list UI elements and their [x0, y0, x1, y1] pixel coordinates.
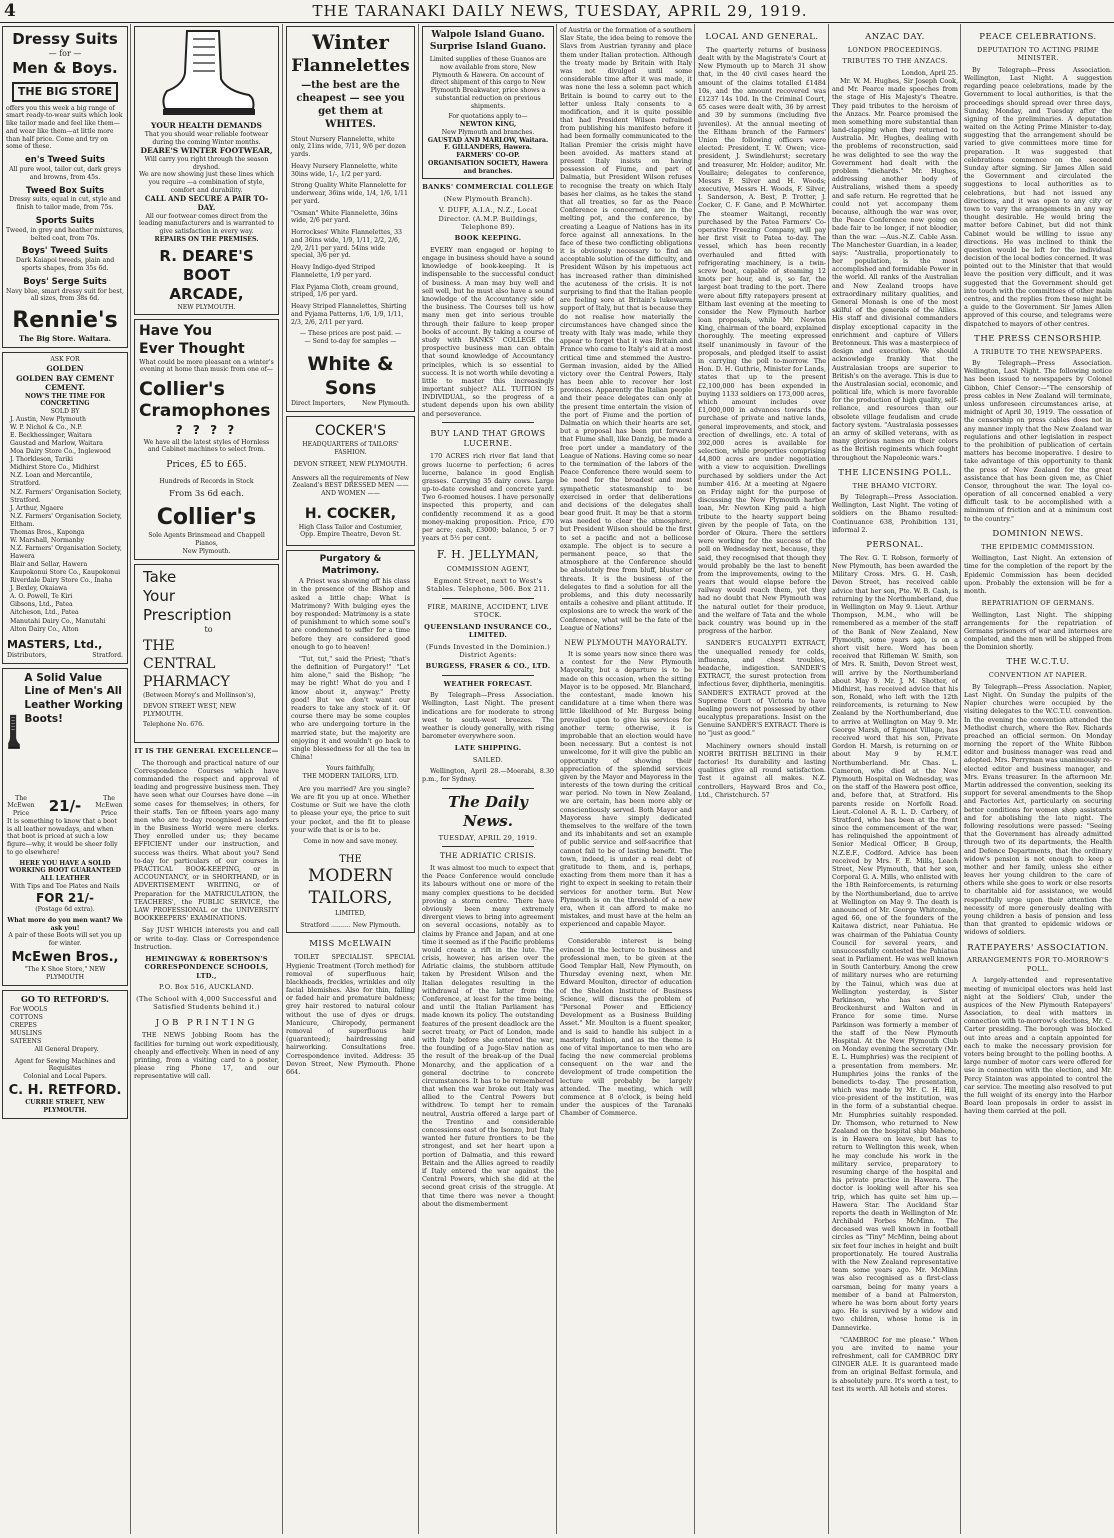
list-item: N.Z. Loan and Mercantile, Stratford.: [10, 472, 93, 488]
ad-headline: Have You: [139, 322, 213, 339]
ad-text: DEVON STREET WEST, NEW PLYMOUTH.: [143, 702, 236, 718]
brand-name: H. COCKER,: [304, 505, 397, 522]
ad-text: Come in now and save money.: [303, 837, 398, 845]
ad-text: "Tut, tut," said the Priest; "that's the definition of Purgatory!" "Let him alone," said the Bishop; "he may be right! What do you and I know about it, anyway." Pretty good! But we don't want our readers to take any stock of it. Of course there may be some couples who are undergoing torture in the married state, but the majority are enjoying it and wouldn't go back to single blessedness for all the tea in China!: [291, 654, 410, 762]
ad-heading: MISS McELWAIN: [309, 939, 392, 950]
list-item: Heavy Nursery Flannelette, white 30ins wide, 1/-, 1/2 per yard.: [291, 162, 398, 178]
list-item: Moa Dairy Store Co., Inglewood: [10, 448, 111, 456]
ad-text: 170 ACRES rich river flat land that grows lucerne to perfection; 6 acres lucerne, balance in good English grasses. Carrying 35 dairy cows. Large up-to-date cowshed and concrete yard. Two 6-roomed houses. I have personally inspected this property, and can confidently recommend it as a good money-making proposition. Price, £70 per acre; cash, £3000; balance, 5 or 7 years at 5½ per cent.: [422, 452, 554, 543]
article-subheading: CONVENTION AT NAPIER.: [988, 671, 1088, 680]
ad-text: THE MODERN TAILORS, LTD.: [302, 773, 399, 781]
divider: [442, 788, 534, 789]
column-rule: [694, 24, 695, 1534]
mcelwain-ad: [286, 939, 415, 1076]
ad-text: COMMISSION AGENT,: [446, 565, 530, 574]
ad-heading: GOLDEN BAY CEMENT: [16, 373, 114, 383]
ad-text: BURGESS, FRASER & CO., LTD.: [425, 662, 551, 671]
ad-text: CURRIE STREET, NEW PLYMOUTH.: [25, 1099, 105, 1115]
list-item: J. Austin, New Plymouth: [10, 415, 86, 423]
list-item: "Osman" White Flannelette, 36ins wide, 2/6 per yard.: [291, 209, 398, 225]
list-item: Strong Quality White Flannelette for underwear, 36ins wide, 1/4, 1/6, 1/11 per yard.: [291, 182, 408, 205]
list-item: Riverdale Dairy Store Co., Inaha: [10, 577, 113, 585]
ad-text: — Send to-day for samples —: [304, 338, 397, 346]
ad-text: (Postage 6d extra).: [35, 906, 95, 914]
article-subheading: ARRANGEMENTS FOR TO-MORROW'S POLL.: [967, 956, 1109, 973]
newspaper-nameplate: The Daily News.: [448, 792, 528, 830]
list-item: E. Beckhessinger, Waitara: [10, 432, 92, 440]
article-subheading: TRIBUTES TO THE ANZACS.: [842, 57, 948, 66]
ad-heading: Tweed Box Suits: [25, 185, 105, 196]
column-3: [286, 26, 415, 1534]
column-6: [698, 26, 826, 1534]
whites-flannelettes-ad: [286, 26, 415, 412]
price: 21/-: [48, 796, 82, 815]
ad-headline: Cramophones: [139, 401, 271, 422]
article-text: It is some years now since there was a contest for the New Plymouth Mayoralty, but a departure is to be made on this occasion, when the sitting Mayor is to be opposed. Mr. Blanchard, the contestant, made known his candidature at a time when there was little likelihood of Mr. Burgess being prevailed upon to give his services for another term; otherwise, it is improbable that an election would have been necessary. But a contest is not unwelcome, for it will give the public an opportunity of showing their appreciation of the splendid services given by the Mayor and Mayoress in the interests of the town during the critical war period. No town in New Zealand, we are certain, has been more ably or conscientiously served. Both Mayor and Mayoress have simply dedicated themselves to the welfare of the town and its inhabitants and set an example of public service and self-sacrifice that cannot fail to be of lasting benefit. The town, indeed, is under a real debt of gratitude to them, and is, perhaps, exacting from them more than it has a right to expect in seeking to retain their services for another term. But New Plymouth is on the threshold of a new era, when it can afford to make no mistakes, and must have at the helm an experienced and capable Mayor.: [560, 650, 692, 929]
ad-text: We have all the latest styles of Hornless and Cabinet machines to select from.: [143, 438, 270, 454]
list-item: For WOOLS: [10, 1006, 48, 1014]
ad-text: HEADQUARTERS of TAILORS' FASHION.: [302, 441, 399, 456]
ad-text: ? ? ? ?: [175, 423, 238, 438]
deares-boot-ad: [134, 26, 279, 315]
ad-headline: A Solid Value Line of Men's All Leather Working Boots!: [24, 671, 123, 725]
ad-text: Limited supplies of these Guanos are now available from store, New Plymouth & Hawera. On account of direct shipment of this cargo to New Plymouth Breakwater, price shows a substantial reduction on previous shipments.: [429, 56, 547, 110]
section-heading: THE LICENSING POLL.: [838, 467, 952, 478]
article-text: By Telegraph—Press Association. Wellington, Last Night. The following notice has been issued to newspapers by Colonel Gibbon, Chief Censor:—"The censorship of press cables in New Zealand will terminate, unless unforeseen circumstances arise, at midnight of April 30, 1919. The cessation of the censorship on press cables does not in any manner imply that the New Zealand war regulations and other legislation in respect to the prohibition of publication of certain matters has become inoperative. I desire to take advantage of this opportunity to thank the press of New Zealand for the great assistance that has been given me, as Chief Censor, throughout the war. The loyal co-operation of all concerned enabled a very difficult task to be accomplished with a minimum of friction and at a minimum cost to the country.": [964, 359, 1112, 523]
ad-heading: Boys' Serge Suits: [23, 276, 107, 287]
insurance-ad: [422, 603, 554, 671]
ad-text: Are you married? Are you single? We are fit you up at once. Whether Costume or Suit we have the cloth to please your eye, the price to suit your pocket, and the fit to please your wife that is or is to be.: [291, 784, 410, 834]
section-heading: PEACE CELEBRATIONS.: [979, 32, 1097, 42]
rennies-ad: [2, 26, 128, 348]
page-number: 4: [4, 1, 16, 21]
column-7: [832, 26, 958, 1534]
ad-text: ASK FOR: [50, 356, 80, 364]
agents-list: [7, 416, 123, 634]
ad-text: New Plymouth.: [362, 400, 410, 408]
ad-text: Sole Agents Brinsmead and Chappell Pianos,: [148, 532, 265, 548]
ad-headline: GO TO RETFORD'S.: [21, 993, 109, 1004]
ad-text: New Plymouth.: [182, 547, 231, 555]
article-text: Wellington, April 28.—Moerabi, 8.30 p.m., for Sydney.: [422, 767, 554, 784]
ad-heading: Sports Suits: [35, 215, 95, 226]
ad-text: THE NEWS Jobbing Room has the facilities for turning out work expeditiously, cheaply and effectively. When in need of any printing, from a visiting card to a poster, please ring Phone 17, and our representative will call.: [134, 1031, 279, 1081]
list-item: Blair and Sellar, Hawera: [10, 561, 88, 569]
colliers-gramophones-ad: [134, 319, 279, 560]
article-subheading: DEPUTATION TO ACTING PRIME MINISTER.: [977, 45, 1099, 63]
ad-text: Navy blue, smart dressy suit for best, all sizes, from 38s 6d.: [6, 287, 124, 303]
ad-headline: Walpole Island Guano.: [431, 30, 545, 40]
ad-headline: Winter: [312, 30, 389, 54]
ad-headline: Your: [143, 586, 176, 605]
ad-text: It is something to know that a boot is all leather nowadays, and when that boot is priced at such a low figure—why, it would be sheer folly to go elsewhere!: [7, 817, 118, 856]
article-headline: THE ADRIATIC CRISIS.: [439, 851, 537, 861]
list-item: SATEENS: [10, 1038, 42, 1046]
ad-text: EVERY man engaged or hoping to engage in business should have a sound knowledge of book-keeping. It is indispensable to the successful conduct of business. A man may buy well and sell well, but he must also have a sound knowledge of the Accountancy side of the business. The Courses tell us how many men get into serious trouble through their failure to keep proper books of account. By taking a course of study with BANKS' COLLEGE the prospective business man can obtain that sound knowledge of Accountancy principles, which is so essential to success. It is not worth while devoting a little to master this increasingly important subject? ALL TUITION IS INDIVIDUAL, so the progress of a student depends upon his own ability and perseverance.: [422, 245, 554, 418]
price: Prices, £5 to £65.: [166, 460, 247, 471]
column-2: [134, 26, 279, 1534]
cockers-ad: [286, 416, 415, 546]
ad-headline: Take: [143, 567, 177, 586]
ad-text: Direct Importers,: [291, 400, 346, 408]
list-item: Midhirst Store Co., Midhirst: [10, 464, 99, 472]
divider: [442, 598, 534, 599]
divider: [442, 422, 534, 423]
article-headline: NEW PLYMOUTH MAYORALTY.: [564, 637, 688, 647]
ad-heading: CALL AND SECURE A PAIR TO-DAY.: [144, 193, 269, 212]
list-item: Horrockses' White Flannelettes, 33 and 36ins wide, 1/9, 1/11, 2/2, 2/6, 2/9, 2/11 per yard. 54ins wide special, 3/6 per yd.: [291, 229, 402, 260]
ad-text: Opp. Empire Theatre, Devon St.: [300, 531, 401, 539]
list-item: Alton Dairy Co., Alton: [10, 625, 79, 633]
ad-text: The Big Store. Waitara.: [19, 334, 111, 344]
masthead: [0, 0, 1114, 23]
price: FOR 21/-: [36, 890, 94, 905]
dateline: London, April 25.: [901, 68, 958, 77]
article-text: By Telegraph—Press Association. Wellington, Last Night. A suggestion regarding peace celebrations, made by the Government to local authorities, is that the proceedings should spread over three days, Sunday, Monday, and Tuesday after the signing of the preliminaries. A deputation waited on the Acting Prime Minister to-day, suggesting that the arrangement should be varied to give committees more time for preparation. It was suggested that celebrations commence on the second Sunday after signing. Sir James Allen said the Government and circulated the suggestions to local authorities as to celebrations, but had not issued any directions, and it was open to any city or town to vary the arrangements in any way thought desirable. He would bring the matter before Cabinet, but did not think Cabinet would be willing to issue any directions. He was inclined to think the question would be left for the individual decision of the local bodies concerned. It was pointed out to the Minister that that would leave the position very difficult, and it was suggested that the Government should get into touch with the committees of other main centres, and the replies from these might be a guide to the Government. Sir James Allen approved of this course, and telegrams were dispatched to mayors of other centres.: [964, 65, 1112, 328]
article-text: It was almost too much to expect that the Peace Conference would conclude its labours without one or more of the many complex questions to be decided proving a storm centre. There have obviously been many extremely divergent views to bring into agreement on several occasions, notably as to claims by France and Japan, and at one time it seemed as if the Pacific problems would create a rift in the lute. The crisis, however, has arisen over the Adriatic claims, the stubborn attitude taken by President Wilson and the Italian delegates resulting in the withdrawal of the latter from the Conference, at least for the time being, and until the Italian Parliament has made known its policy. The outstanding features of the present deadlock are the secret treaty, or Pact of London, made with Italy before she entered the war, the founding of a Jugo-Slav nation as the result of the break-up of the Dual Monarchy, and the application of a general doctrine to concrete circumstances. It has to be remembered that when the war broke out Italy was allied to the Central Powers but withdrew. To tempt her to remain neutral, Austria offered a large part of the Trentino and considerable concessions east of the Isonzo, but Italy wanted her future frontiers to be the strongest, and set her heart upon a portion of Dalmatia, and this reward Britain and the Allies agreed to readily if Italy entered the war against the Central Powers, which she did at the second great crisis of the struggle. At that time there was never a thought about the dismemberment: [422, 864, 554, 1208]
article-text: The quarterly returns of business dealt with by the Magistrate's Court at New Plymouth up to March 31 show that, in the 40 civil cases heard the amount of the claims totalled £1484 10s, and the amount recovered was £1237 14s 10d. In the Criminal Court, 65 cases were dealt with, 36 by arrest and 39 by summons (including five juveniles). At the annual meeting of the Eltham branch of the Farmers' Union the following officers were elected: President, T. W. Owen; vice-president, J. Swindlehurst; secretary and treasurer, Mr. Holder; auditor, Mr. Voullaire; delegates to conference, Messrs F. Silver and H. Woods; executive, Messrs H. Woods, F. Silver, J. Sanderson, A. Best, P. Trotter, J. Cocker, C. F. Gane, and P. McWhirter. The steamer Waitangi, recently purchased by the Patea Farmers' Co-operative Freezing Company, will pay her first visit to Patea to-day. The vessel, which has been recently overhauled and fitted with refrigerating machinery, is a twin-screw boat, capable of steaming 12 knots per hour, and is, so far, the largest boat trading to the port. There were about fifty ratepayers present at Eltham last evening at the meeting to consider the New Plymouth harbor loan proposals, while Mr. Newton King, chairman of the board, explained thoroughly. The meeting expressed itself unanimously in favour of the proposals, and pledged itself to assist in carrying the poll to-morrow. The Hon. D. H. Guthrie, Minister for Lands, states that up to the present £2,100,000 has been expended in buying 1133 soldiers on 173,000 acres, which amount includes over £1,000,000 in advances towards the purchase of private and native lands, general improvements, and stock, and erection of dwellings, etc. A total of 392,000 acres is available for selection, while properties comprising 44,800 acres are under negotiation with a view to acquisition. Dwellings purchased by soldiers under the Act number 416. At a meeting at Ngaere on Friday night for the purpose of discussing the New Plymouth harbor loan, Mr. Newton King paid a high tribute to the hearty support being given by the people of Tata, on the border of Okura. There the settlers were working for the success of the poll on Wednesday next, because, they said, they recognised that though they would probably be the last to benefit from the improvements, owing to the years that would elapse before the railway would reach them, yet they had no doubt that New Plymouth was the natural outlet for their produce, and the welfare of Tata and the whole back country was bound up in the progress of the harbor.: [698, 45, 826, 636]
modern-tailors-ad: [286, 550, 415, 933]
ad-text: TOILET SPECIALIST. SPECIAL Hygienic Treatment (Torch method) for removal of superfluous hair, blackheads, freckles, wrinkles and oily facial blemishes. Also for thin, falling or faded hair and premature baldness; grey hair restored to natural colour without the use of dyes or drugs. Manicure, Chiropody, permanent removal of superfluous hair (guaranteed); hairdressing and hairworking. Consultations free. Correspondence invited. Address: 35 Devon Street, New Plymouth. Phone 664.: [286, 953, 415, 1076]
boot-illustration: [7, 672, 20, 792]
column-rule: [828, 24, 829, 1534]
advertisement-text: "CAMBROC for me please." When you are invited to name your refreshment, call for CAMBROC DRY GINGER ALE. It is guaranteed made from an original Belfast formula, and is absolutely pure. It's worth a test, to test its worth. All hotels and stores.: [832, 1335, 958, 1393]
advertisement-text: Machinery owners should install NORTH BRITISH BELTING in their factories! Its durability and lasting qualities give all round satisfaction. Test it against all makes. N.Z. controllers, Hayward Bros and Co., Ltd., Christchurch. 57: [698, 741, 826, 799]
ad-heading: en's Tweed Suits: [25, 155, 105, 166]
list-item: Aitcheson, Ltd., Patea: [10, 609, 79, 617]
guano-ad: [422, 26, 554, 179]
ad-text: FIRE, MARINE, ACCIDENT, LIVE STOCK.: [427, 602, 549, 620]
brand-name: R. DEARE'S: [159, 246, 254, 265]
ad-heading: HEMINGWAY & ROBERTSON'S CORRESPONDENCE SCHOOLS, LTD.,: [144, 954, 269, 980]
banks-college-ad: [422, 183, 554, 418]
list-item: Gibsons, Ltd., Patea: [10, 601, 73, 609]
ad-heading: —the best are the: [301, 80, 400, 92]
ad-text: Telephone No. 676.: [143, 721, 204, 729]
ad-heading: BOOK KEEPING.: [454, 234, 522, 243]
list-item: Heavy Indigo-dyed Striped Flannelette, 1/9 per yard.: [291, 264, 376, 279]
column-1: [2, 26, 128, 1534]
ad-text: HERE YOU HAVE A SOLID WORKING BOOT GUARANTEED ALL LEATHER: [8, 859, 122, 883]
list-item: MUSLINS: [10, 1030, 42, 1038]
brand-name: BOOT: [182, 265, 231, 284]
ad-text: P.O. Box 516, AUCKLAND.: [158, 983, 255, 992]
list-item: Heavy Striped Flannelettes, Shirting and Pyjama Patterns, 1/6, 1/9, 1/11, 2/3, 2/6, 2/11 per yard.: [291, 303, 407, 326]
ad-heading: IT IS THE GENERAL EXCELLENCE—: [134, 747, 279, 756]
ad-text: — for —: [48, 49, 82, 59]
ad-text: offers you this week a big range of smart ready-to-wear suits which look like tailor made and feel like them—and wear like them—at little more than half price. Come and try on some of these.: [6, 104, 123, 151]
ad-text: SOLD BY: [50, 408, 80, 416]
article-subheading: A TRIBUTE TO THE NEWSPAPERS.: [973, 347, 1103, 356]
brand-name: White & Sons: [307, 352, 394, 400]
ad-text: DEVON STREET, NEW PLYMOUTH.: [293, 460, 408, 468]
article-subheading: THE BHAMO VICTORY.: [852, 481, 938, 490]
ad-heading: BANKS' COMMERCIAL COLLEGE: [422, 183, 554, 192]
brand-name: McEwen Bros.,: [11, 949, 119, 965]
article-subheading: REPATRIATION OF GERMANS.: [981, 599, 1095, 608]
boot-illustration: [157, 29, 257, 119]
ad-text: Stratford.: [92, 651, 123, 659]
ad-heading: BUY LAND THAT GROWS LUCERNE.: [430, 428, 546, 449]
ad-text: F. GILLANDERS, Hawera.: [444, 144, 532, 152]
brand-name: CENTRAL: [143, 656, 216, 673]
ad-headline: Flannelettes: [291, 55, 410, 76]
list-item: N.Z. Farmers' Organisation Society, Hawera: [10, 544, 122, 561]
correspondence-schools-ad: [134, 747, 279, 1011]
ad-text: LIMITED,: [335, 909, 366, 917]
ad-text: NOW'S THE TIME FOR CONCRETING: [25, 392, 105, 408]
brand-name: COCKER'S: [314, 423, 387, 440]
list-item: COTTONS: [10, 1014, 43, 1022]
ad-headline: Surprise Island Guano.: [429, 41, 547, 52]
article-subheading: THE EPIDEMIC COMMISSION.: [981, 542, 1095, 551]
drapery-list: [7, 1006, 123, 1054]
ad-heading: cheapest — see you: [296, 93, 405, 105]
store-logo: THE BIG STORE: [12, 82, 118, 102]
list-item: Flax Pyjama Cloth, cream ground, striped, 1/6 per yard.: [291, 283, 399, 299]
list-item: Stout Nursery Flannelette, white only, 21ins wide, 7/11, 9/6 per dozen yards.: [291, 135, 406, 159]
ad-text: The thorough and practical nature of our Correspondence Courses which have commanded the respect and approval of leading and progressive business men. They have seen what our Courses have done —in some cases for themselves; in others, for their staffs. Ten or fifteen years ago many men who are to-day recognised as leaders in the Business World were mere clerks. They enrolled under us; they became EFFICIENT under our instruction, and success was theirs. What about you? Send to-day for particulars of our courses in PRACTICAL BOOK-KEEPING, or in ACCOUNTANCY, or in SHORTHAND, or in ADVERTISEMENT WRITING, or of Preparation for the MATRICULATION, the TEACHERS', the PUBLIC SERVICE, the LAW PROFESSIONAL or the UNIVERSITY BOOKKEEPERS' EXAMINATIONS.: [134, 758, 279, 923]
ad-heading: DEARE'S WINTER FOOTWEAR,: [140, 146, 273, 156]
ad-text: With Tips and Toe Plates and Nails: [10, 882, 120, 890]
ad-text: Will carry you right through the season dryshod.: [144, 155, 269, 171]
ad-text: All our footwear comes direct from the leading manufacturers and is warranted to give satisfaction in every way.: [139, 212, 274, 236]
brand-name: THE: [339, 853, 362, 865]
divider: [580, 932, 672, 933]
brand-name: C. H. RETFORD.: [8, 1082, 122, 1098]
list-item: All General Drapery.: [34, 1046, 99, 1054]
ad-text: Egmont Street, next to West's Stables. Telephone, 506. Box 211.: [426, 576, 550, 594]
ad-text: NEWTON KING,: [459, 121, 517, 129]
ad-text: Stratford .......... New Plymouth.: [300, 921, 401, 929]
ad-headline: Ever Thought: [139, 340, 245, 357]
ad-text: to: [204, 625, 213, 635]
ad-headline: Men & Boys.: [12, 59, 118, 78]
column-8: [964, 26, 1112, 1534]
brand-name: Collier's: [139, 378, 225, 401]
section-heading: LATE SHIPPING.: [454, 744, 522, 753]
ad-text: Dressy suits, equal in cut, style and finish to tailor made, from 75s.: [9, 196, 121, 212]
column-rule: [418, 24, 419, 1534]
section-heading: SAILED.: [472, 755, 504, 764]
brand-name: MODERN: [307, 866, 394, 887]
list-item: Gaustad and Marlow, Waitara: [10, 440, 103, 448]
ad-text: We are now showing just these lines which you require —a combination of style, comfort and durability.: [139, 171, 274, 194]
flannelette-list: [291, 136, 410, 327]
article-text: Wellington, Last Night. An extension of time for the completion of the report by the Epidemic Commission has been decided upon. Probably the extension will be for a month.: [964, 554, 1112, 595]
mcewen-boots-ad: [2, 668, 128, 986]
land-ad: [422, 429, 554, 594]
ad-text: Hundreds of Records in Stock: [159, 477, 254, 485]
column-5: [560, 26, 692, 1534]
list-item: A. O. Powell, Te Kiri: [10, 593, 73, 601]
ad-text: REPAIRS ON THE PREMISES.: [154, 235, 259, 243]
column-rule: [130, 24, 131, 1534]
list-item: W. P. Nichol & Co., N.P.: [10, 424, 83, 432]
divider: [442, 846, 534, 847]
ad-text: A pair of these Boots will set you up for winter.: [8, 932, 122, 948]
brand-name: Rennie's: [12, 308, 118, 334]
ad-heading: GOLDEN: [46, 363, 84, 373]
ad-text: Answers all the requirements of New Zealand's BEST DRESSED MEN —— AND WOMEN ——: [291, 474, 410, 497]
ad-text: Tweed, in grey and heather mixtures, belted coat, from 70s.: [6, 226, 124, 242]
section-heading: THE PRESS CENSORSHIP.: [974, 333, 1102, 344]
edition-date: TUESDAY, APRIL 29, 1919.: [438, 834, 538, 843]
retfords-ad: [2, 990, 128, 1119]
list-item: N.Z. Farmers' Organisation Society, Stratford.: [10, 488, 122, 504]
section-heading: LOCAL AND GENERAL.: [705, 32, 819, 42]
ad-text: "The K Shoe Store," NEW PLYMOUTH: [24, 966, 106, 982]
central-pharmacy-ad: [134, 564, 279, 744]
ad-headline: Purgatory & Matrimony.: [319, 554, 382, 576]
ad-text: That you should wear reliable footwear during the coming Winter months.: [144, 130, 269, 146]
divider: [442, 675, 534, 676]
ad-text: What more do you men want? We ask you!: [7, 916, 123, 932]
list-item: Thomas Bros., Kaponga: [10, 528, 85, 536]
ad-text: What could be more pleasant on a winter's evening at home than music from one of—: [139, 358, 274, 374]
ad-headline: Dressy Suits: [12, 30, 118, 48]
brand-name: ARCADE,: [169, 284, 244, 303]
list-item: J. Arthur, Ngaere: [10, 504, 64, 512]
list-item: Kaupokonui Store Co., Kaupokonui: [10, 569, 121, 577]
ad-text: The McEwen Price: [95, 794, 123, 818]
ad-text: FARMERS' CO-OP. ORGANISATION SOCIETY, Hawera and branches.: [427, 152, 549, 175]
article-subheading: LONDON PROCEEDINGS.: [847, 45, 943, 54]
article-text: By Telegraph—Press Association. Wellington, Last Night. The voting of soldiers on the Bhamo resulted: Continuance 638, Prohibition 131, informal 2.: [832, 493, 958, 534]
article-text: A largely-attended and representative meeting of municipal electors was held last night at the Soldiers' Club, under the auspices of the New Plymouth Ratepayers' Association, to deal with matters in connection with to-morrow's elections, Mr. C. Carter presiding. The borough was blocked out into areas and a captain appointed for each to make the necessary provision for voters being brought to the polling booths. A large number of motor cars were offered for use in connection with the election, and Mr. Percy Stainton was appointed to control the car service. The meeting also resolved to put the full weight of its energy into the Harbor Board loan proposals in order to assist in having them carried at the poll.: [964, 976, 1112, 1116]
list-item: N.Z. Farmers' Organisation Society, Eltham.: [10, 512, 122, 528]
ad-text: All pure wool, tailor cut, dark greys and browns, from 45s.: [9, 166, 121, 181]
section-heading: DOMINION NEWS.: [992, 528, 1084, 539]
article-text: By Telegraph—Press Association. Napier, Last Night. On Sunday the pulpits of the Napier churches were occupied by the visiting delegates to the W.C.T.U. convention. In the evening the convention attended the Methodist church, where the Rev. Richards preached an official sermon. On Monday morning the report of the White Ribbon editor and business manager was read and adopted. Mrs. Perryman was unanimously re-elected editor and business manager, and Mrs. Evans treasurer. In the afternoon Mr. Martin addressed the convention, seeking its support for several amendments to the Shop and Factories Act, particularly on securing better conditions for women shop assistants and for abolishing the late night. The following resolutions were passed: "Seeing that the Government has already admitted through two of its departments, the Health and Defence Departments, that the ordinary widow's pension is not enough to keep a mother and her family, unless she either leaves her young children to the care of others while she goes to work or else resorts to charitable aid for assistance, we would respectfully urge upon their attention the necessity of more generously dealing with young children a basis of pension and less than that granted to epidemic widows or widows of soldiers.: [964, 682, 1112, 937]
brand-name: Collier's: [156, 505, 257, 531]
column-rule: [282, 24, 283, 1534]
brand-name: PHARMACY: [143, 674, 230, 691]
ad-text: GAUSTAD AND MARLOW, Waitara.: [427, 136, 549, 144]
article-text: The Rev. G. T. Robson, formerly of New Plymouth, has been awarded the Military Cross. Mrs. G. H. Cash, Devon Street, has received cable advice that her son, Pte. W. B. Cash, is returning by the Northumberland, due in Wellington on May 9. Lieut. Arthur Thompson, M.M., who will be remembered as a member of the staff of the Bank of New Zealand, New Plymouth, some years ago, is on a short visit here. Word has been received that Rifleman W. Smith, son of Mrs. R. Smith, Devon Street west, will arrive by the Northumberland about May 9. Mr. J. M. Shotter, of Midhirst, has received advice that his son, Ronald, who left with the 12th reinforcements, is returning to New Zealand by the Northumberland, due to arrive at Wellington on May 9. Mr. George Marsh, of Egmont Village, has received word that his son, Private Gordon H. Marsh, is returning on or about May 9 by H.M.T. Northumberland. Mr. Chas. L. Cameron, who died at the New Plymouth Hospital on Wednesday, was on the staff of the Hawera post office, and, before that, at Stratford. His parents reside on Norfolk Road. Lieut.-Colonel A. R. L. D. Carbery, of Stratford, who has been at the front since the commencement of the war, has relinquished the appointment of Senior Medical Officer, B Group, N.Z.E.F., Codford. Advice has been received by Mrs. F. E. Mills, Leach Street, New Plymouth, that her son, Corporal G. A. Mills, who enlisted with the 18th Reinforcements, is returning by the Northumberland, due to arrive at Wellington on May 9. The death is announced of Mr. George Whitcombe, aged 66, one of the founders of the Kaitawa district, near Pahiatua. He was chairman of the Pahiatua County Council for several years, and unsuccessfully contested the Pahiatua seat in Parliament. He was well known in South Canterbury. Among the crew of military nurses who are returning by the Tainui, which was due at Wellington yesterday, is Sister Parkinson, who has served at Brockenhurst and Walton and in France for some time. Nurse Parkinson was formerly a member of the staff of the New Plymouth Hospital. At the New Plymouth Club on Monday evening the secretary (Mr. E. L. Humphries) was the recipient of a presentation from members. Mr. Humphries joins the ranks of the benedicts to-day. The presentation, which was made by Mr. C. H. Hill, vice-president of the institution, was in the form of a substantial cheque. Mr. Humphries suitably responded. Dr. Thomson, who returned to New Zealand on the hospital ship Maheno, is in Hawera on leave, but has to return to Wellington this week, when he may conclude his work in the military service, preparatory to resuming charge of the hospital and his private practice in Hawera. The doctor is looking well after his sea trip, which has quite set him up.—Hawera Star. The Auckland Star reports the death in Wellington of Mr. Archibald Forbes McMinn. The deceased was well known in football circles as "Tiny" McMinn, being about six feet four inches in height and built proportionately. He toured Australia with the New Zealand representative team some years ago. Mr. McMinn was also recognised as a first-class oarsman, being for many years a member of a band at Palmerston, where he was born about forty years ago. He is survived by a widow and two children, whose home is in Dannevirke.: [832, 553, 958, 1332]
ad-text: Agent for Sewing Machines and Requisites: [14, 1057, 116, 1073]
section-heading: THE W.C.T.U.: [1006, 657, 1070, 668]
ad-text: The McEwen Price: [7, 794, 35, 818]
column-rule: [960, 24, 961, 1534]
ad-heading: Boys' Tweed Suits: [22, 246, 108, 257]
ad-text: Yours faithfully,: [326, 765, 375, 773]
ad-text: For quotations apply to—: [448, 113, 528, 121]
ad-text: (The School with 4,000 Successful and Satisfied Students behind it.): [136, 994, 277, 1012]
article-text: of Austria or the formation of a southern Slav State, the idea being to remove the Slavs from Austrian tyranny and place them under Italian protection. Although the treaty made by Britain with Italy was not divulged until some considerable time after it was made, it was none the less a solemn pact which Britain is bound to carry out to the letter unless Italy consents to a modification, and it is quite possible that had President Wilson refrained from publishing his manifesto before it had been formally communicated to the Italian Premier the crisis might have been avoided. As matters stand at present Italy insists on having possession of Fiume, and part of Dalmatia, but President Wilson refuses to recognise the treaty on which Italy bases her claims, as he takes the stand that all treaties, so far as the Peace Conference is concerned, are in the melting pot, and the conference, by creating a League of Nations has in its force against all annexations. In the face of these two conflicting obligations it is obviously necessary to find an acceptable solution of the difficulty, and President Wilson by his impetuous act has increased rather than diminished the acuteness of the crisis. It is not surprising to find that the Italian people are feeling sore at Britain's lukewarm support of Italy, but that is because they do not realise how materially the circumstances have changed since the treaty with Italy was made, while they appear to forget that it was Britain and France who came to Italy's aid at a most critical time and stemmed the Austro-German invasion, aided by the Allied victory over the Central Powers, Italy has been able to recover her lost provinces. Apparently the Italian people and their peace delegates can only at the present time entertain the vision of the port of Fiume and the portion of Dalmatia on which their hearts are set, but a proposal has been put forward that Fiume shall, like Danzig, be made a free port under a mandatory of the League of Nations. Having come so near to the termination of the labors of the Peace Conference there would seem to be need for the broadest and most sympathetic statesmanship to be exercised in order that deliberations and decisions of the delegates shall bear good fruit. It may be that a storm was needed to clear the atmosphere, but President Wilson should be the first to set a pacific and not a bellicose example. The object is to secure a permanent peace, so that the atmosphere at the Conference should be absolutely free from bluff, bluster or threats. It is the business of the delegates to find a solution for all the problems, and this duty necessarily entails a cohesive and pliant attitude. If explosions are to wreck the work of the Conference, what will be the fate of the League of Nations?: [560, 26, 692, 632]
brand-name: TAILORS,: [308, 888, 393, 909]
ad-text: Say JUST WHICH interests you and call or write to-day. Class or Correspondence Instruction.: [134, 926, 279, 951]
ad-text: New Plymouth and branches.: [441, 128, 535, 136]
list-item: Manutahi Dairy Co., Manutahi: [10, 617, 106, 625]
ad-text: NEW PLYMOUTH.: [177, 304, 236, 312]
ad-text: Distributors,: [7, 651, 47, 659]
advertisement-text: SANDER'S EUCALYPTI EXTRACT, the unequalled remedy for colds, influenza, and chest troubles, headache, indigestion. SANDER'S EXTRACT, the surest protection from infectious fever, diphtheria, meningitis. SANDER'S EXTRACT proved at the Supreme Court of Victoria to have healing powers not possessed by other eucalyptus preparations. Insist on the Genuine SANDER'S EXTRACT. There is no "just as good.": [698, 639, 826, 738]
ad-text: Dark Kaiapoi tweeds, plain and sports shapes, from 35s 6d.: [15, 257, 115, 272]
list-item: J. Thorkleson, Tariki: [10, 456, 73, 464]
article-text: Considerable interest is being evinced in the lecture to business and professional men, to be given at the Good Templar Hall, New Plymouth, on Thursday evening next, when Mr. Edward Moulton, director of education of the Sheldon Institute of Business Science, will discuss the problem of "Personal Power and Efficiency Development as a Business Building Asset." Mr. Moulton is a fluent speaker, and is said to handle his subject in a masterly fashion, and as the theme is one of vital importance to men who are facing the new commercial problems consequent on the war and the development of trade competition the lecture will probably be largely attended. The meeting, which will commence at 8 o'clock, is being held under the auspices of the Taranaki Chamber of Commerce.: [560, 937, 692, 1118]
column-4: [422, 26, 554, 1534]
brand-name: THE: [143, 638, 175, 655]
ad-text: — These prices are post paid. —: [299, 330, 402, 338]
ad-text: V. DUFF, A.I.A., N.Z., Local Director. (A.M.P. Buildings, Telephone 89).: [438, 206, 538, 232]
article-text: Mr. W. M. Hughes, Sir Joseph Cook, and Mr. Pearce made speeches from the stage of His Majesty's Theatre. They paid tributes to the heroism of the Anzacs. Mr. Pearce promised the men something more substantial than land-clapping when they returned to Australia. Mr. Hughes, dealing with the problems of reconstruction, said he was delighted to see the way the Government had dealt with the problem "diehards." Mr. Hughes, addressing another body of Australians, wished them a speedy and safe return. He regretted that he could not yet accompany them because, although the war was over, the Peace Conference now going on bade fair to be longer, if not bloodier, than the war. —Aus.-N.Z. Cable Assn. The Manchester Guardian, in a leader, says: "Australia, proportionately to her population, is the most accomplished and formidable Power in the world. All ranks of the Australian and New Zealand troops have extraordinary military qualities, and General Monash is one of the most skilful of the generals of the Allies. His staff and divisional commanders display exceptional capacity in the enrichment and capture of Villers Bretonneux. This was a masterpiece of design and execution. We should acknowledge frankly that the Australasian troops are superior to British's on the average. This is due to the Australasian social, economic, and political life, which is more favorable for the production of high quality, self-reliance, and resources than our obsolete village feudalism and crude factory system. "Australasia possesses an army of skilled veterans, with as many glorious names on their colors as the British regiments which fought throughout the Napoleonic wars.": [832, 76, 958, 462]
brand-name: MASTERS, Ltd.,: [7, 637, 103, 651]
ad-heading: YOUR HEALTH DEMANDS: [151, 121, 262, 131]
ad-heading: get them at WHITES.: [318, 105, 383, 130]
ad-text: (New Plymouth Branch).: [443, 194, 533, 203]
price: From 3s 6d each.: [169, 489, 244, 500]
golden-bay-cement-ad: [2, 352, 128, 663]
ad-text: (Between Morey's and Mollinson's),: [143, 692, 256, 700]
newspaper-title: THE TARANAKI DAILY NEWS, TUESDAY, APRIL 29, 1919.: [312, 2, 808, 20]
list-item: J. Bexley, Okaiawa: [10, 585, 68, 593]
section-heading: ANZAC DAY.: [865, 32, 925, 42]
article-text: Wellington, Last Night. The shipping arrangements for the repatriation of Germans prisoners of war and internees are completed, and the men will be shipped from the Dominion shortly.: [964, 610, 1112, 652]
ad-text: High Class Tailor and Costumier,: [298, 523, 403, 531]
ad-heading: CEMENT.: [45, 383, 85, 393]
list-item: W. Marshall, Normanby: [10, 536, 85, 544]
ad-text: A Priest was showing off his class in the presence of the Bishop and asked a little chap: What is Matrimony? With bulging eyes the boy responded: Matrimony is a state of punishment to which some soul's are condemned to suffer for a time before they are considered good enough to go to heaven!: [291, 577, 410, 651]
article-text: By Telegraph—Press Association. Wellington, Last Night. The present indications are for moderate to strong west to south-west breezes. The weather is cloudy generally, with rising barometer everywhere soon.: [422, 691, 554, 741]
ad-headline: Prescription: [143, 606, 232, 624]
section-heading: PERSONAL.: [866, 540, 924, 550]
job-printing-ad: [134, 1018, 279, 1081]
ad-heading: JOB PRINTING: [155, 1017, 258, 1028]
ad-text: (Funds Invested in the Dominion.) District Agents:: [425, 642, 551, 659]
column-rule: [556, 24, 557, 1534]
section-heading: RATEPAYERS' ASSOCIATION.: [967, 942, 1109, 953]
ad-heading: QUEENSLAND INSURANCE CO., LIMITED.: [424, 622, 552, 640]
brand-name: F. H. JELLYMAN,: [436, 548, 540, 562]
ad-text: Colonial and Local Papers.: [23, 1073, 107, 1080]
list-item: CREPES: [10, 1022, 37, 1030]
section-heading: WEATHER FORECAST.: [443, 679, 533, 688]
